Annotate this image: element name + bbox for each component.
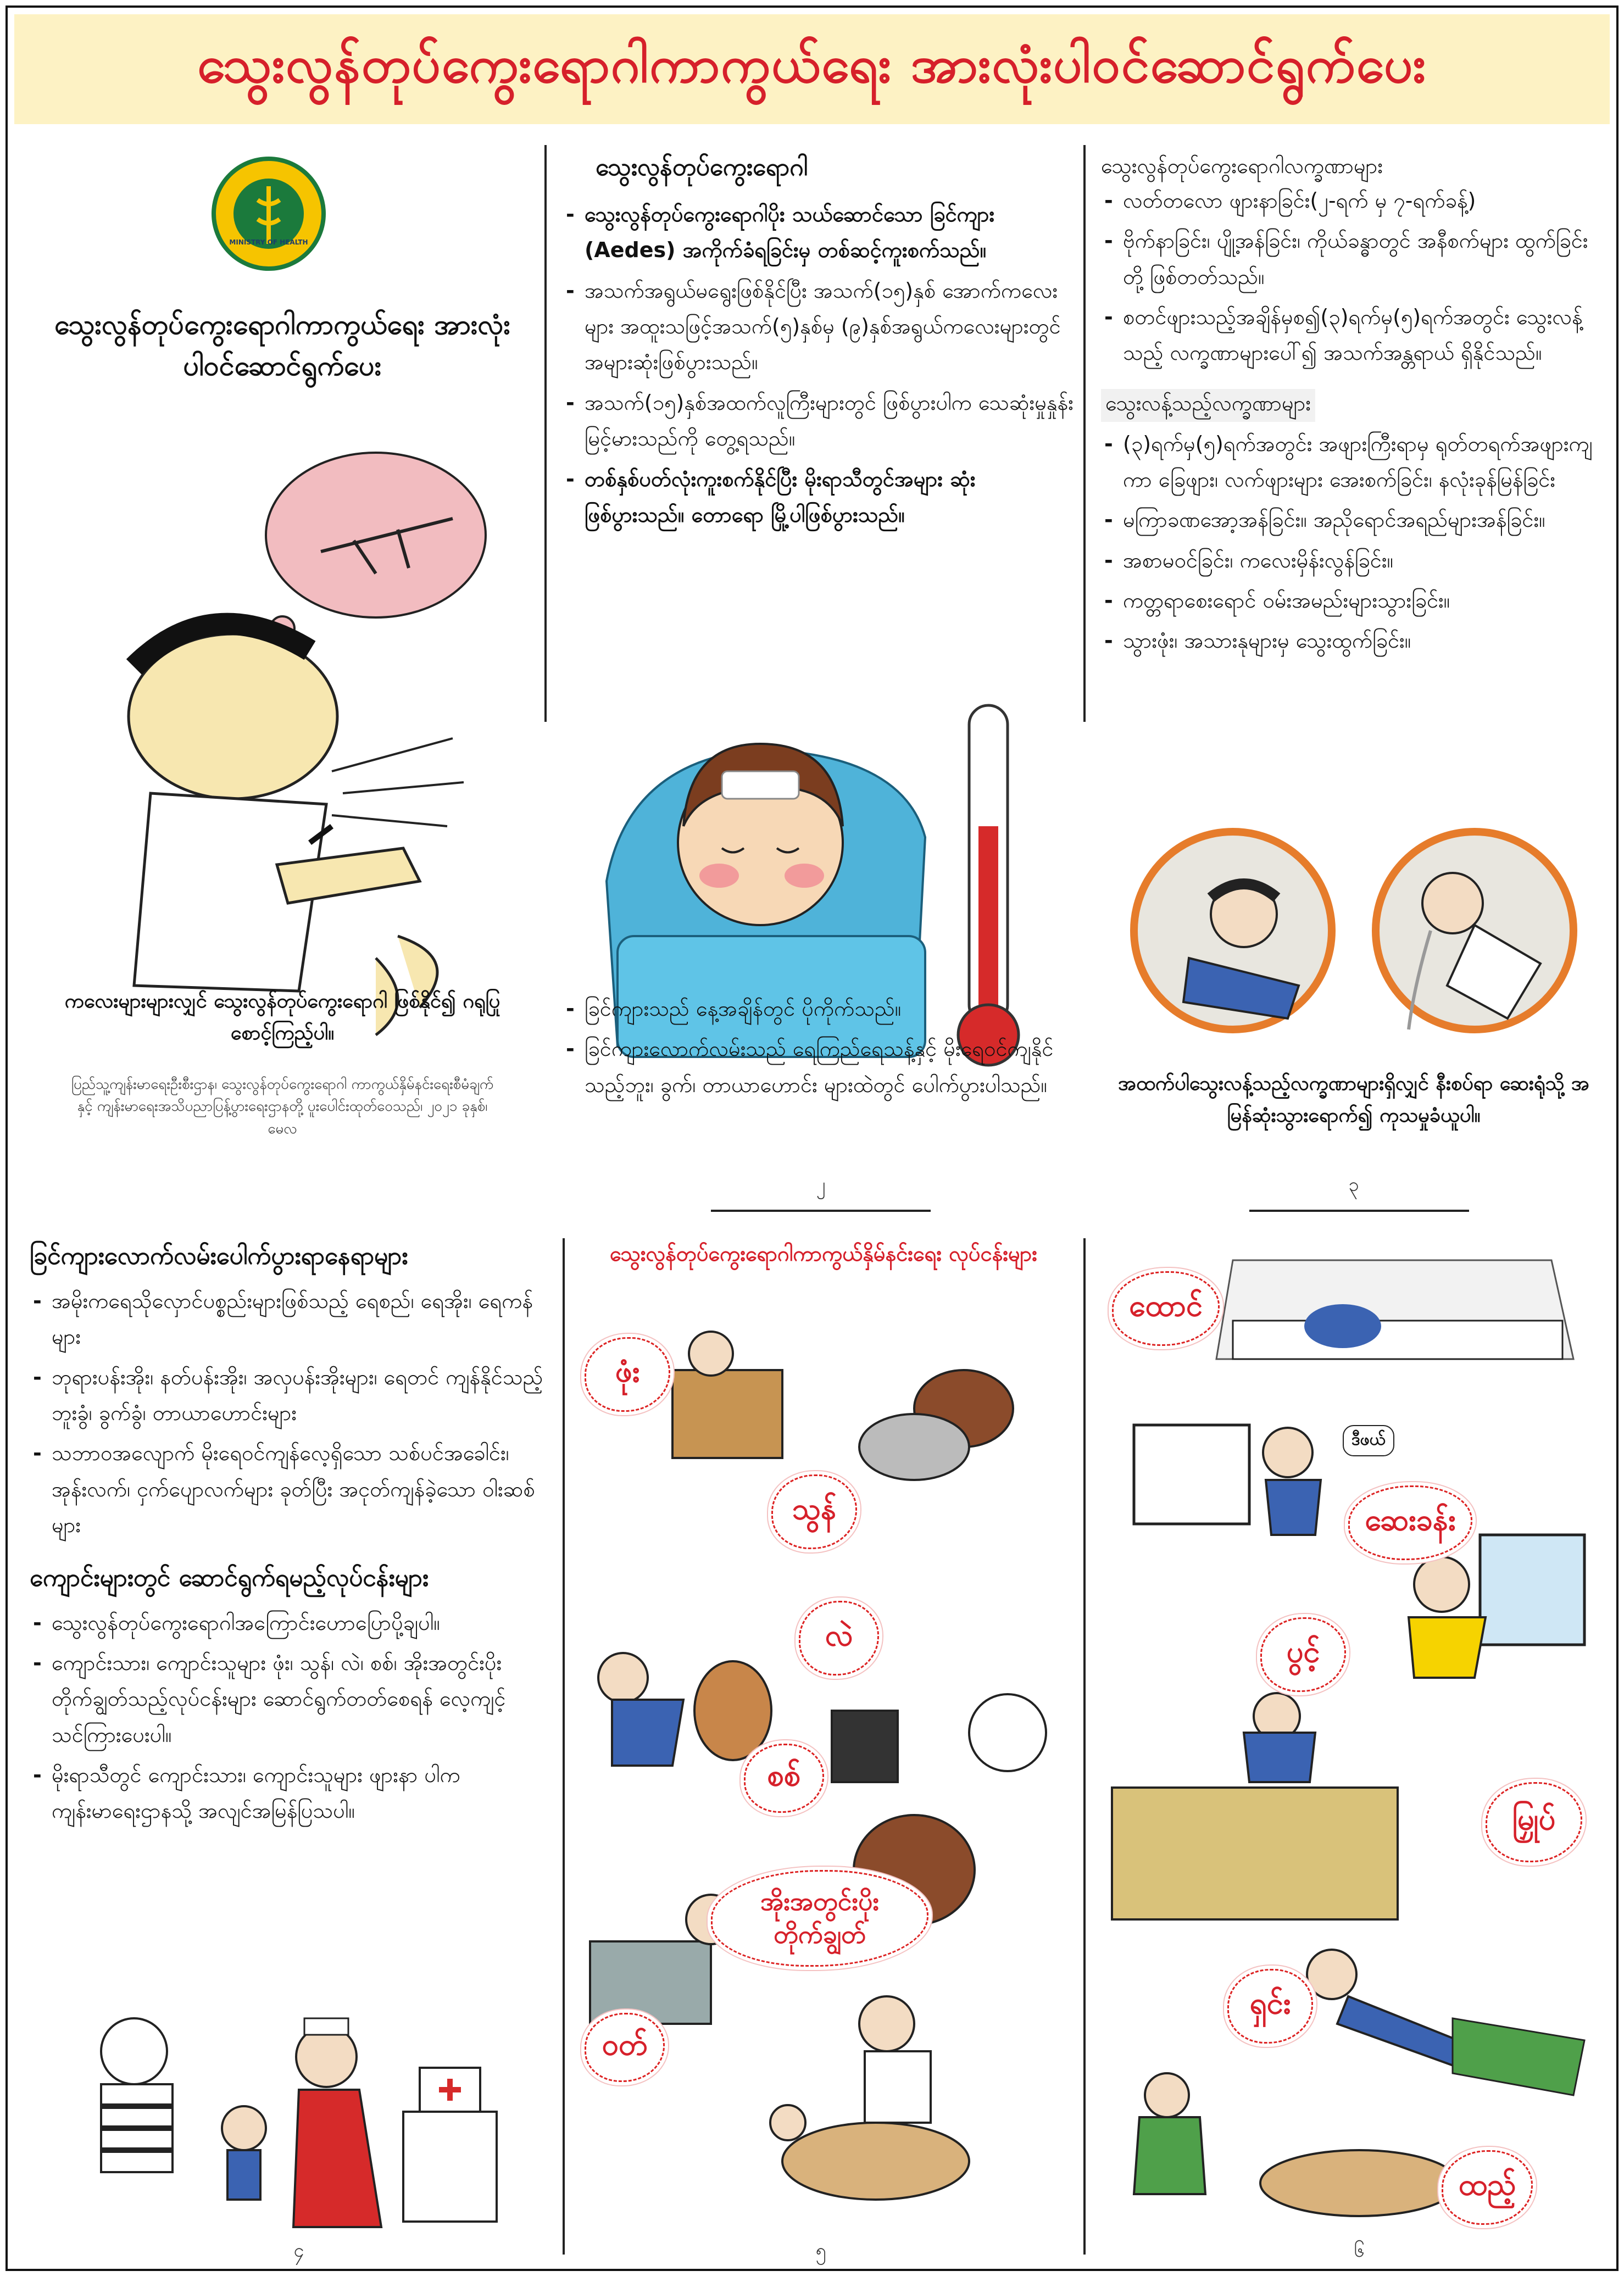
list-item: - ခြင်ကျားလောက်လမ်းသည် ရေကြည်ရေသန့်နှင့် မိုးရေဝင်ကျနိုင်သည့်ဘူး၊ ခွက်၊ တာယာဟောင်း များထဲတွင် ပေါက်ပွားပါသည်။ — [563, 1031, 1074, 1103]
list-item: - ကတ္တရာစေးရောင် ဝမ်းအမည်းများသွားခြင်း။ — [1101, 583, 1606, 619]
page-number: ၆ — [1354, 2240, 1365, 2262]
speech-label: ဒီဖယ် — [1343, 1425, 1394, 1456]
prevention-illustrations — [579, 1315, 1074, 2222]
list-item: - အသက်အရွယ်မရွေးဖြစ်နိုင်ပြီး အသက်(၁၅)နှစ် အောက်ကလေးများ အထူးသဖြင့်အသက်(၅)နှစ်မှ (၉)နှစ်အရွယ်ကလေးများတွင် အများဆုံးဖြစ်ပွားသည်။ — [563, 273, 1074, 381]
symptom-illustrations — [1123, 821, 1595, 1040]
sick-child-illustration — [68, 409, 508, 1068]
list-item: - ခြင်ကျားသည် နေ့အချိန်တွင် ပိုကိုက်သည်။ — [563, 991, 1074, 1027]
child-warning-text: ကလေးများများလျှင် သွေးလွန်တုပ်ကွေးရောဂါ ဖြစ်နိုင်၍ ဂရုပြုစောင့်ကြည့်ပါ။ — [64, 990, 500, 1044]
list-item: - သွေးလွန်တုပ်ကွေးရောဂါအကြောင်းဟောပြောပို့ချပါ။ — [30, 1605, 552, 1641]
panel-2 — [563, 145, 1074, 1216]
ministry-logo — [211, 156, 326, 271]
tag-bury: မြှုပ် — [1486, 1782, 1582, 1862]
panel-6 — [1101, 1238, 1606, 2260]
credits-text: ပြည်သူ့ကျန်းမာရေးဦးစီးဌာန၊ သွေးလွန်တုပ်ကွေးရောဂါ ကာကွယ်နှိမ်နင်းရေးစီမံချက်နှင့် ကျန်းမာရေးအသိပညာပြန့်ပွားရေးဌာနတို့ ပူးပေါင်းထုတ်ဝေသည်၊ ၂၀၂၁ ခုနှစ်၊ မေလ — [71, 1076, 494, 1137]
title-banner — [14, 14, 1610, 124]
tag-clear: ရှင်း — [1227, 1969, 1313, 2044]
tag-replace: လဲ — [799, 1601, 879, 1676]
panel3-sub-list — [1101, 426, 1606, 659]
list-item: - အသက်(၁၅)နှစ်အထက်လူကြီးများတွင် ဖြစ်ပွားပါက သေဆုံးမှုနှုန်းမြင့်မားသည်ကို တွေ့ရသည်။ — [563, 385, 1074, 457]
page-number: ၅ — [815, 2240, 826, 2262]
panel3-subheading: သွေးလန့်သည့်လက္ခဏာများ — [1101, 389, 1315, 422]
divider — [563, 1238, 565, 2255]
panel-4 — [30, 1238, 552, 2260]
list-item: - သွေးလွန်တုပ်ကွေးရောဂါပိုး သယ်ဆောင်သော ခြင်ကျား (Aedes) အကိုက်ခံရခြင်းမှ တစ်ဆင့်ကူးစက်သည်။ — [563, 197, 1074, 269]
panel3-warning: အထက်ပါသွေးလန့်သည့်လက္ခဏာများရှိလျှင် နီးစပ်ရာ ဆေးရုံသို့ အမြန်ဆုံးသွားရောက်၍ ကုသမှုခံယူပါ။ — [1118, 1072, 1589, 1127]
page-title: သွေးလွန်တုပ်ကွေးရောဂါကာကွယ်ရေး အားလုံးပါဝင်ဆောင်ရွက်ပေး — [197, 35, 1427, 94]
panel4-list-1 — [30, 1283, 552, 1544]
tag-cover: ဖုံး — [585, 1337, 670, 1412]
list-item: - စတင်ဖျားသည့်အချိန်မှစ၍(၃)ရက်မှ(၅)ရက်အတွင်း သွေးလန့်သည့် လက္ခဏာများပေါ်၍ အသက်အန္တရာယ် ရှိနိုင်သည်။ — [1101, 299, 1606, 371]
divider — [1083, 145, 1086, 722]
tag-fill: ထည့် — [1442, 2150, 1533, 2225]
tag-open: ပွင့် — [1260, 1617, 1346, 1692]
panel-1 — [30, 145, 535, 1216]
logo-text: MINISTRY OF HEALTH — [229, 238, 308, 246]
list-item: - တစ်နှစ်ပတ်လုံးကူးစက်နိုင်ပြီး မိုးရာသီတွင်အများ ဆုံးဖြစ်ပွားသည်။ တောရော မြို့ပါဖြစ်ပွားသည်။ — [563, 461, 1074, 533]
list-item: - ကျောင်းသား၊ ကျောင်းသူများ ဖုံး၊ သွန်၊ လဲ၊ စစ်၊ အိုးအတွင်းပိုးတိုက်ချွတ်သည့်လုပ်ငန်းများ ဆောင်ရွက်တတ်စေရန် လေ့ကျင့်သင်ကြားပေးပါ။ — [30, 1645, 552, 1753]
tag-check: စစ် — [744, 1744, 824, 1813]
tag-scrub: အိုးအတွင်းပိုး တိုက်ချွတ် — [711, 1870, 928, 1967]
panel-3 — [1101, 145, 1606, 1216]
clinic-illustration — [63, 2002, 513, 2233]
tag-net: ထောင် — [1112, 1271, 1220, 1346]
panel1-heading: သွေးလွန်တုပ်ကွေးရောဂါကာကွယ်ရေး အားလုံးပါဝင်ဆောင်ရွက်ပေး — [54, 309, 511, 382]
list-item: - ဗိုက်နာခြင်း၊ ပျို့အန်ခြင်း၊ ကိုယ်ခန္ဓာတွင် အနီစက်များ ထွက်ခြင်းတို့ ဖြစ်တတ်သည်။ — [1101, 223, 1606, 295]
divider — [544, 145, 547, 722]
panel-5 — [568, 1238, 1079, 2260]
list-item: - မိုးရာသီတွင် ကျောင်းသား၊ ကျောင်းသူများ ဖျားနာ ပါက ကျန်းမာရေးဌာနသို့ အလျင်အမြန်ပြသပါ။ — [30, 1757, 552, 1829]
divider — [1083, 1238, 1086, 2255]
panel2-lower-list — [563, 991, 1074, 1107]
page-number: ၄ — [293, 2240, 304, 2262]
tag-pour: သွန် — [771, 1474, 857, 1549]
panel5-heading: သွေးလွန်တုပ်ကွေးရောဂါကာကွယ်နှိမ်နင်းရေး လုပ်ငန်းများ — [610, 1242, 1037, 1266]
panel3-list — [1101, 183, 1606, 371]
list-item: - (၃)ရက်မှ(၅)ရက်အတွင်း အဖျားကြီးရာမှ ရုတ်တရက်အဖျားကျကာ ခြေဖျား၊ လက်ဖျားများ အေးစက်ခြင်း၊ နလုံးခုန်မြန်ခြင်း — [1101, 426, 1606, 498]
environment-illustrations — [1101, 1238, 1606, 2227]
panel4-list-2 — [30, 1605, 552, 1829]
panel4-heading-2: ကျောင်းများတွင် ဆောင်ရွက်ရမည့်လုပ်ငန်းများ — [30, 1563, 429, 1592]
list-item: - ဘုရားပန်းအိုး၊ နတ်ပန်းအိုး၊ အလှပန်းအိုးများ၊ ရေတင် ကျန်နိုင်သည့် ဘူးခွံ၊ ခွက်ခွံ၊ တာယာဟောင်းများ — [30, 1360, 552, 1432]
tag-clinic: ဆေးခန်း — [1348, 1485, 1472, 1560]
poster — [5, 5, 1619, 2271]
page-number: ၃ — [1348, 1174, 1359, 1196]
panel3-heading: သွေးလွန်တုပ်ကွေးရောဂါလက္ခဏာများ — [1101, 154, 1383, 178]
list-item: - အမိုးကရေသိုလှောင်ပစ္စည်းများဖြစ်သည့် ရေစည်၊ ရေအိုး၊ ရေကန်များ — [30, 1283, 552, 1355]
list-item: - အစာမဝင်ခြင်း၊ ကလေးမှိန်းလွန်ခြင်း။ — [1101, 543, 1606, 578]
list-item: - သဘာဝအလျောက် မိုးရေဝင်ကျန်လေ့ရှိသော သစ်ပင်အခေါင်း၊ အုန်းလက်၊ ငှက်ပျောလက်များ ခုတ်ပြီး အငုတ်ကျန်ခဲ့သော ဝါးဆစ်များ — [30, 1435, 552, 1543]
list-item: - လတ်တလော ဖျားနာခြင်း(၂-ရက် မှ ၇-ရက်ခန့်) — [1101, 183, 1606, 219]
list-item: - သွားဖုံး၊ အသားနုများမှ သွေးထွက်ခြင်း။ — [1101, 623, 1606, 659]
page-number: ၂ — [816, 1174, 826, 1196]
tag-wear: ဝတ် — [585, 2013, 665, 2082]
panel2-list — [563, 197, 1074, 533]
panel4-heading-1: ခြင်ကျားလောက်လမ်းပေါက်ပွားရာနေရာများ — [30, 1242, 408, 1270]
panel2-heading: သွေးလွန်တုပ်ကွေးရောဂါ — [596, 153, 808, 181]
list-item: - မကြာခဏအော့အန်ခြင်း။ အညိုရောင်အရည်များအန်ခြင်း။ — [1101, 502, 1606, 538]
